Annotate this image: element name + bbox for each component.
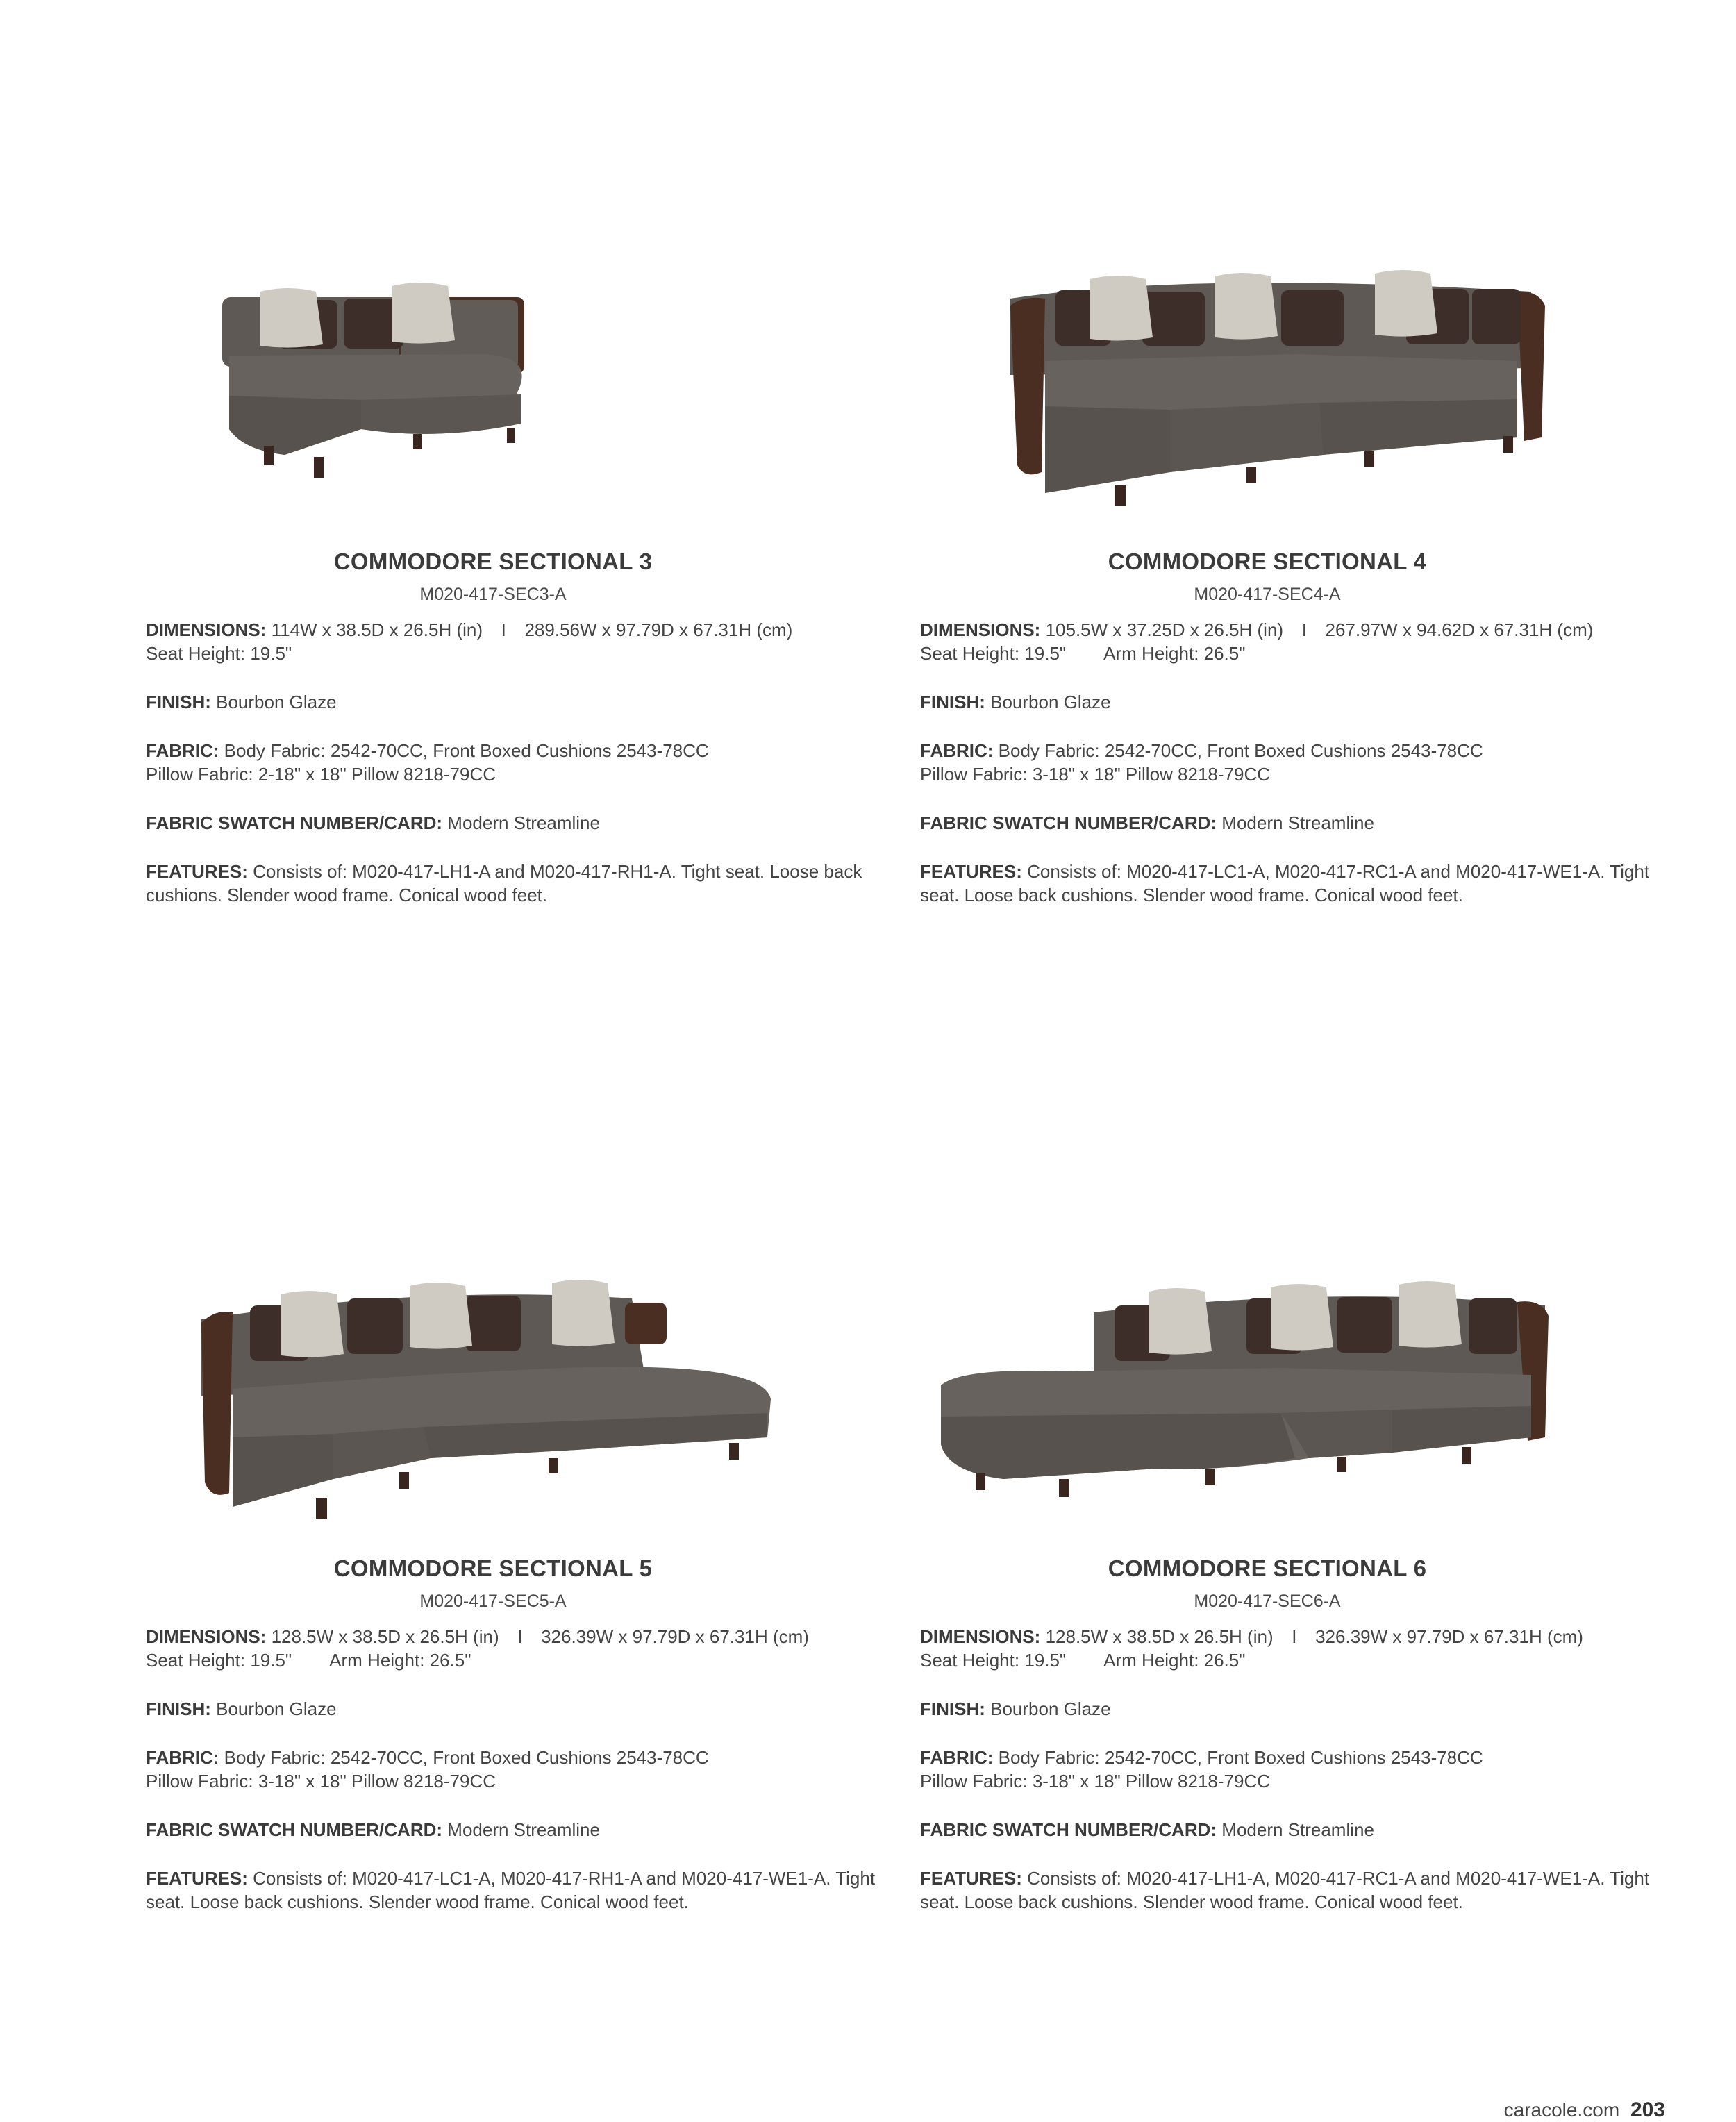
swatch-label: FABRIC SWATCH NUMBER/CARD:	[920, 1819, 1217, 1840]
product-sku: M020-417-SEC4-A	[1194, 585, 1341, 604]
features-label: FEATURES:	[920, 1868, 1022, 1889]
dimensions-separator: I	[517, 1626, 523, 1647]
seat-height: Seat Height: 19.5"	[920, 643, 1067, 664]
spec-fabric	[920, 739, 1656, 786]
dimensions-label: DIMENSIONS:	[920, 1626, 1041, 1647]
finish-value: Bourbon Glaze	[216, 1698, 337, 1719]
fabric-pillow: Pillow Fabric: 3-18" x 18" Pillow 8218-79CC	[146, 1771, 496, 1791]
fabric-label: FABRIC:	[146, 1747, 219, 1768]
dimensions-cm: 267.97W x 94.62D x 67.31H (cm)	[1325, 619, 1594, 640]
spec-dimensions	[146, 1625, 882, 1672]
spec-dimensions	[920, 618, 1656, 665]
spec-swatch	[920, 811, 1656, 835]
fabric-label: FABRIC:	[920, 740, 994, 761]
swatch-value: Modern Streamline	[1221, 1819, 1374, 1840]
finish-value: Bourbon Glaze	[990, 692, 1111, 712]
finish-label: FINISH:	[920, 1698, 985, 1719]
swatch-value: Modern Streamline	[447, 812, 600, 833]
dimensions-in: 105.5W x 37.25D x 26.5H (in)	[1045, 619, 1284, 640]
product-photo	[920, 1271, 1656, 1521]
sofa-image	[146, 1271, 882, 1521]
features-label: FEATURES:	[920, 861, 1022, 882]
dimensions-separator: I	[1292, 1626, 1297, 1647]
swatch-value: Modern Streamline	[447, 1819, 600, 1840]
seat-height: Seat Height: 19.5"	[920, 1650, 1067, 1671]
page-number: 203	[1630, 2098, 1665, 2121]
dimensions-in: 128.5W x 38.5D x 26.5H (in)	[1045, 1626, 1274, 1647]
swatch-value: Modern Streamline	[1221, 812, 1374, 833]
spec-finish	[146, 690, 882, 714]
product-sku: M020-417-SEC6-A	[1194, 1591, 1341, 1611]
fabric-label: FABRIC:	[920, 1747, 994, 1768]
features-label: FEATURES:	[146, 861, 248, 882]
features-value: Consists of: M020-417-LC1-A, M020-417-RH1-A and M020-417-WE1-A. Tight seat. Loose back cushions. Slender wood frame. Conical wood feet.	[146, 1868, 876, 1912]
spec-features	[146, 1866, 882, 1914]
product-specs	[920, 618, 1656, 932]
fabric-pillow: Pillow Fabric: 3-18" x 18" Pillow 8218-79CC	[920, 764, 1271, 785]
dimensions-in: 114W x 38.5D x 26.5H (in)	[271, 619, 483, 640]
dimensions-separator: I	[501, 619, 506, 640]
fabric-body: Body Fabric: 2542-70CC, Front Boxed Cushions 2543-78CC	[998, 740, 1483, 761]
dimensions-separator: I	[1301, 619, 1307, 640]
fabric-label: FABRIC:	[146, 740, 219, 761]
dimensions-cm: 289.56W x 97.79D x 67.31H (cm)	[524, 619, 793, 640]
arm-height: Arm Height: 26.5"	[1103, 1650, 1246, 1671]
product-title: COMMODORE SECTIONAL 5	[333, 1555, 653, 1581]
spec-finish	[146, 1697, 882, 1721]
page-footer	[1504, 2098, 1665, 2122]
arm-height: Arm Height: 26.5"	[329, 1650, 471, 1671]
spec-fabric	[146, 739, 882, 786]
sofa-image	[920, 1271, 1656, 1521]
spec-features	[920, 860, 1656, 907]
spec-features	[146, 860, 882, 907]
spec-fabric	[920, 1746, 1656, 1793]
product-sku: M020-417-SEC3-A	[419, 585, 567, 604]
footer-site: caracole.com	[1503, 2099, 1620, 2121]
seat-height: Seat Height: 19.5"	[146, 643, 292, 664]
spec-features	[920, 1866, 1656, 1914]
finish-label: FINISH:	[146, 1698, 211, 1719]
product-title: COMMODORE SECTIONAL 3	[333, 549, 653, 574]
product-photo	[146, 264, 882, 514]
product-photo	[146, 1271, 882, 1521]
fabric-body: Body Fabric: 2542-70CC, Front Boxed Cushions 2543-78CC	[224, 1747, 709, 1768]
spec-finish	[920, 690, 1656, 714]
spec-dimensions	[920, 1625, 1656, 1672]
swatch-label: FABRIC SWATCH NUMBER/CARD:	[920, 812, 1217, 833]
swatch-label: FABRIC SWATCH NUMBER/CARD:	[146, 812, 443, 833]
product-specs	[146, 618, 882, 932]
finish-value: Bourbon Glaze	[216, 692, 337, 712]
spec-swatch	[920, 1818, 1656, 1841]
product-photo	[920, 264, 1656, 514]
spec-finish	[920, 1697, 1656, 1721]
sofa-image	[146, 264, 882, 514]
product-specs	[146, 1625, 882, 1939]
seat-height: Seat Height: 19.5"	[146, 1650, 292, 1671]
dimensions-cm: 326.39W x 97.79D x 67.31H (cm)	[541, 1626, 809, 1647]
arm-height: Arm Height: 26.5"	[1103, 643, 1246, 664]
product-specs	[920, 1625, 1656, 1939]
features-value: Consists of: M020-417-LH1-A, M020-417-RC1-A and M020-417-WE1-A. Tight seat. Loose back cushions. Slender wood frame. Conical wood feet.	[920, 1868, 1650, 1912]
features-label: FEATURES:	[146, 1868, 248, 1889]
fabric-body: Body Fabric: 2542-70CC, Front Boxed Cushions 2543-78CC	[998, 1747, 1483, 1768]
finish-label: FINISH:	[146, 692, 211, 712]
finish-label: FINISH:	[920, 692, 985, 712]
product-title: COMMODORE SECTIONAL 4	[1108, 549, 1427, 574]
product-title: COMMODORE SECTIONAL 6	[1108, 1555, 1427, 1581]
swatch-label: FABRIC SWATCH NUMBER/CARD:	[146, 1819, 443, 1840]
spec-dimensions	[146, 618, 882, 665]
spec-swatch	[146, 1818, 882, 1841]
features-value: Consists of: M020-417-LH1-A and M020-417-RH1-A. Tight seat. Loose back cushions. Slender wood frame. Conical wood feet.	[146, 861, 862, 905]
dimensions-cm: 326.39W x 97.79D x 67.31H (cm)	[1315, 1626, 1583, 1647]
spec-swatch	[146, 811, 882, 835]
fabric-pillow: Pillow Fabric: 2-18" x 18" Pillow 8218-79CC	[146, 764, 496, 785]
product-sku: M020-417-SEC5-A	[419, 1591, 567, 1611]
features-value: Consists of: M020-417-LC1-A, M020-417-RC1-A and M020-417-WE1-A. Tight seat. Loose back cushions. Slender wood frame. Conical wood feet.	[920, 861, 1650, 905]
spec-fabric	[146, 1746, 882, 1793]
dimensions-in: 128.5W x 38.5D x 26.5H (in)	[271, 1626, 499, 1647]
sofa-image	[920, 264, 1656, 514]
dimensions-label: DIMENSIONS:	[146, 1626, 267, 1647]
fabric-body: Body Fabric: 2542-70CC, Front Boxed Cushions 2543-78CC	[224, 740, 709, 761]
fabric-pillow: Pillow Fabric: 3-18" x 18" Pillow 8218-79CC	[920, 1771, 1271, 1791]
dimensions-label: DIMENSIONS:	[920, 619, 1041, 640]
finish-value: Bourbon Glaze	[990, 1698, 1111, 1719]
dimensions-label: DIMENSIONS:	[146, 619, 267, 640]
